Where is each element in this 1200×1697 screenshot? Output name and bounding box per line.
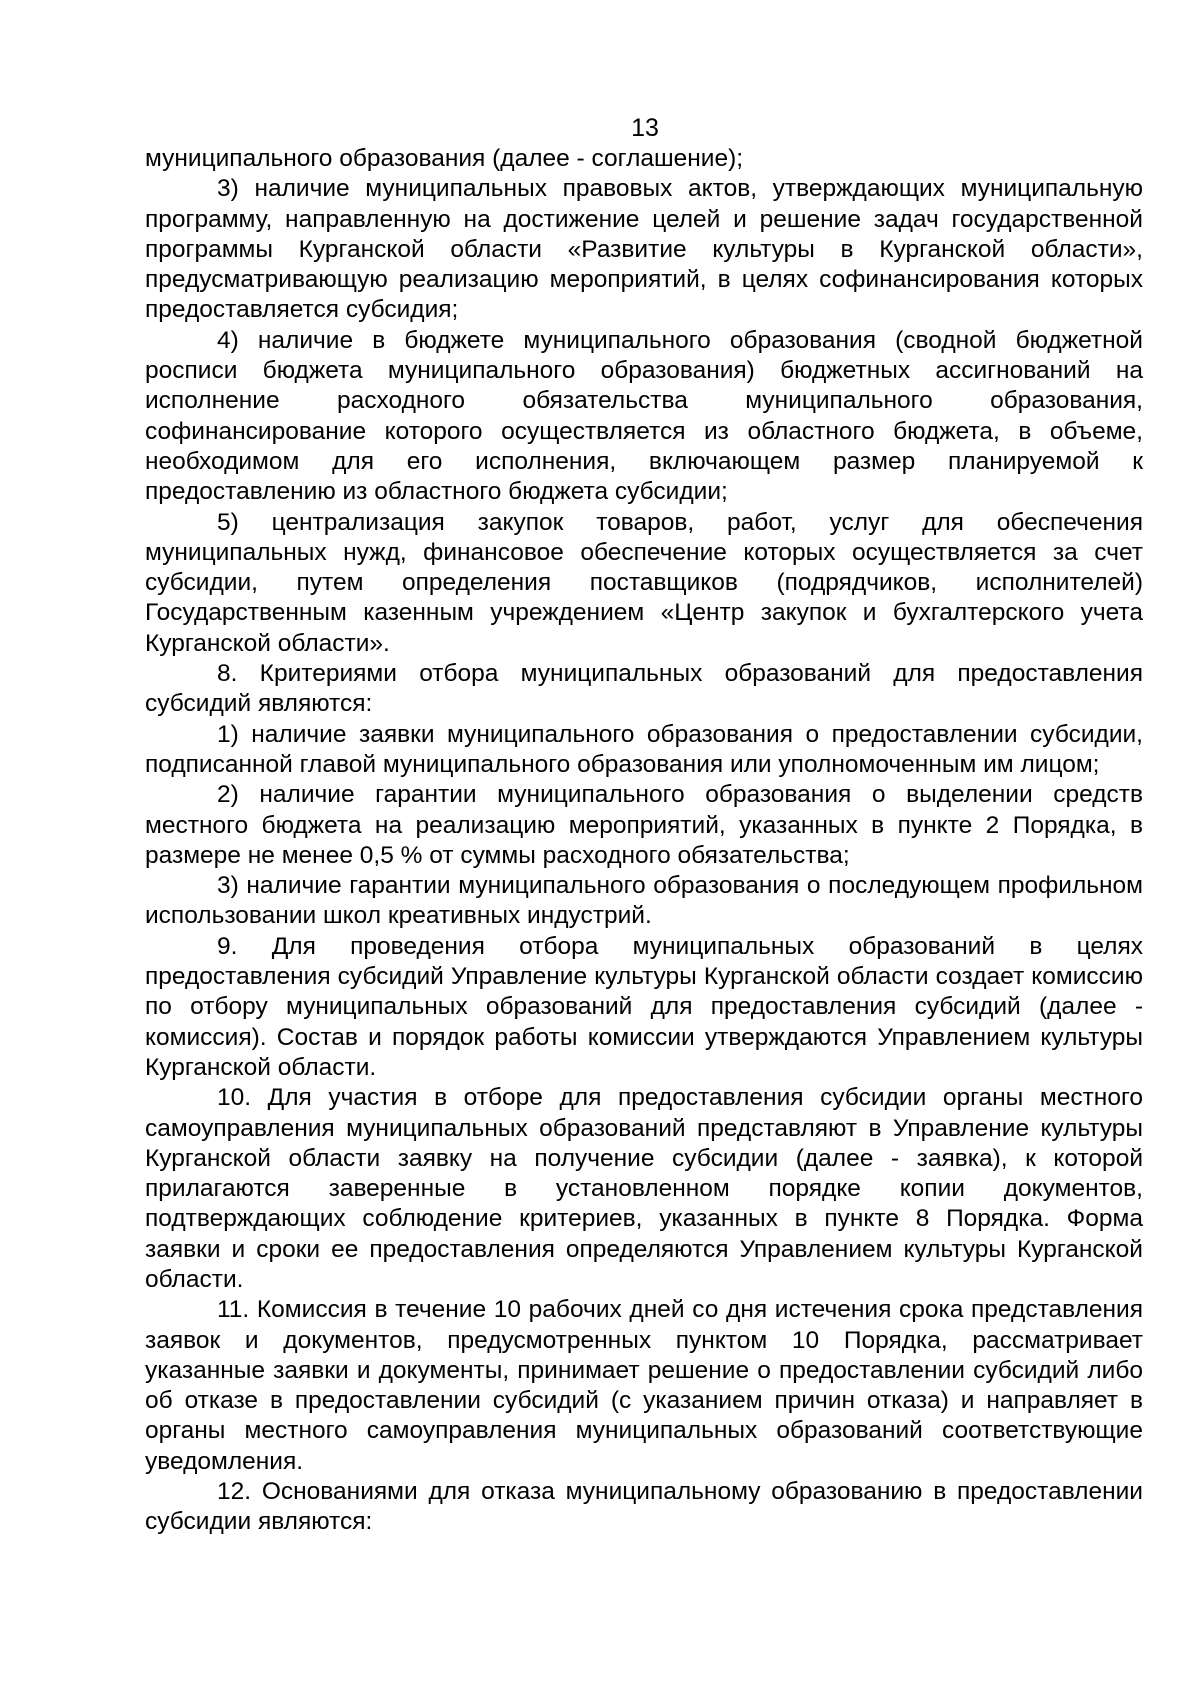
paragraph: 1) наличие заявки муниципального образования о предоставлении субсидии, подписанной главой муниципального образования или уполномоченным им лицом; xyxy=(145,720,1143,778)
paragraph: 11. Комиссия в течение 10 рабочих дней со дня истечения срока представления заявок и документов, предусмотренных пунктом 10 Порядка, рассматривает указанные заявки и документы, принимает решение о предоставлении субсидий либо об отказе в предоставлении субсидий (с указанием причин отказа) и направляет в органы местного самоуправления муниципальных образований соответствующие уведомления. xyxy=(145,1296,1143,1475)
document-body xyxy=(145,144,1143,1538)
paragraph: 4) наличие в бюджете муниципального образования (сводной бюджетной росписи бюджета муниципального образования) бюджетных ассигнований на исполнение расходного обязательства муниципального образования, софинансирование которого осуществляется из областного бюджета, в объеме, необходимом для его исполнения, включающем размер планируемой к предоставлению из областного бюджета субсидии; xyxy=(145,326,1143,506)
page-number: 13 xyxy=(631,114,659,142)
paragraph: 3) наличие гарантии муниципального образования о последующем профильном использовании школ креативных индустрий. xyxy=(145,872,1143,930)
paragraph: 9. Для проведения отбора муниципальных образований в целях предоставления субсидий Управление культуры Курганской области создает комиссию по отбору муниципальных образований для предоставления субсидий (далее - комиссия). Состав и порядок работы комиссии утверждаются Управлением культуры Курганской области. xyxy=(145,932,1143,1081)
paragraph: 10. Для участия в отборе для предоставления субсидии органы местного самоуправления муниципальных образований представляют в Управление культуры Курганской области заявку на получение субсидии (далее - заявка), к которой прилагаются заверенные в установленном порядке копии документов, подтверждающих соблюдение критериев, указанных в пункте 8 Порядка. Форма заявки и сроки ее предоставления определяются Управлением культуры Курганской области. xyxy=(145,1084,1143,1293)
paragraph: 5) централизация закупок товаров, работ, услуг для обеспечения муниципальных нужд, финансовое обеспечение которых осуществляется за счет субсидии, путем определения поставщиков (подрядчиков, исполнителей) Государственным казенным учреждением «Центр закупок и бухгалтерского учета Курганской области». xyxy=(145,508,1143,657)
paragraph: 2) наличие гарантии муниципального образования о выделении средств местного бюджета на реализацию мероприятий, указанных в пункте 2 Порядка, в размере не менее 0,5 % от суммы расходного обязательства; xyxy=(145,781,1143,869)
paragraph: 12. Основаниями для отказа муниципальному образованию в предоставлении субсидии являются: xyxy=(145,1478,1143,1536)
paragraph: 8. Критериями отбора муниципальных образований для предоставления субсидий являются: xyxy=(145,660,1143,718)
paragraph: муниципального образования (далее - соглашение); xyxy=(145,145,744,172)
paragraph: 3) наличие муниципальных правовых актов, утверждающих муниципальную программу, направленную на достижение целей и решение задач государственной программы Курганской области «Развитие культуры в Курганской области», предусматривающую реализацию мероприятий, в целях софинансирования которых предоставляется субсидия; xyxy=(145,175,1143,324)
